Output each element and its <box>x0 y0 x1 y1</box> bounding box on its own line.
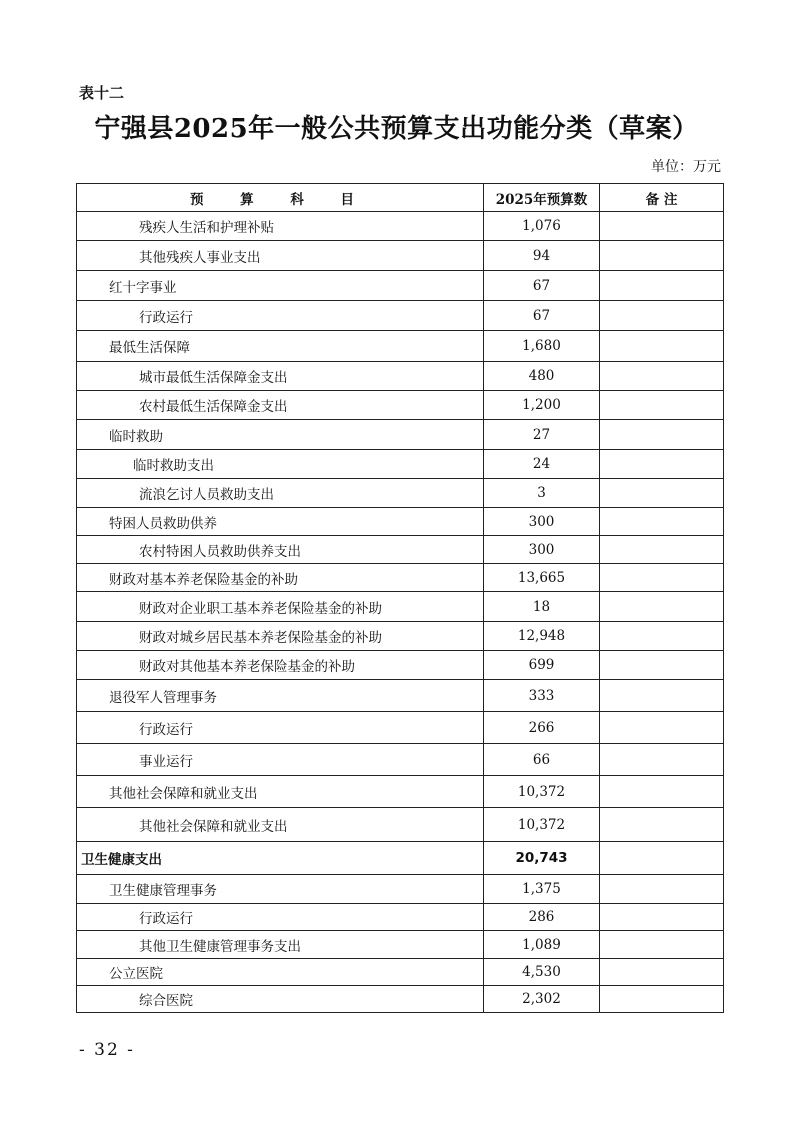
row-subject: 财政对城乡居民基本养老保险基金的补助 <box>77 622 484 651</box>
row-subject: 最低生活保障 <box>77 331 484 362</box>
table-row <box>77 808 724 842</box>
table-row <box>77 301 724 331</box>
column-header-note: 备 注 <box>600 184 724 212</box>
row-budget-value: 20,743 <box>484 842 600 875</box>
row-subject: 财政对企业职工基本养老保险基金的补助 <box>77 592 484 622</box>
row-subject: 临时救助支出 <box>77 450 484 479</box>
row-subject: 其他残疾人事业支出 <box>77 241 484 271</box>
row-subject: 临时救助 <box>77 420 484 450</box>
column-header-budget: 2025年预算数 <box>484 184 600 212</box>
row-budget-value: 4,530 <box>484 959 600 986</box>
row-subject: 特困人员救助供养 <box>77 508 484 536</box>
row-note <box>600 592 724 622</box>
row-note <box>600 212 724 241</box>
row-note <box>600 931 724 959</box>
row-budget-value: 2,302 <box>484 986 600 1013</box>
table-row <box>77 508 724 536</box>
row-note <box>600 808 724 842</box>
table-row <box>77 420 724 450</box>
row-subject: 综合医院 <box>77 986 484 1013</box>
row-budget-value: 1,375 <box>484 875 600 904</box>
row-budget-value: 13,665 <box>484 564 600 592</box>
row-note <box>600 680 724 712</box>
row-subject: 卫生健康支出 <box>77 842 484 875</box>
row-subject: 城市最低生活保障金支出 <box>77 362 484 391</box>
row-note <box>600 959 724 986</box>
row-subject: 其他社会保障和就业支出 <box>77 808 484 842</box>
table-header-row <box>77 184 724 212</box>
row-subject: 财政对基本养老保险基金的补助 <box>77 564 484 592</box>
row-budget-value: 12,948 <box>484 622 600 651</box>
page-number: - 32 - <box>79 1040 135 1060</box>
table-row <box>77 212 724 241</box>
row-budget-value: 699 <box>484 651 600 680</box>
row-note <box>600 362 724 391</box>
row-subject: 残疾人生活和护理补贴 <box>77 212 484 241</box>
row-note <box>600 842 724 875</box>
row-note <box>600 420 724 450</box>
row-subject: 其他社会保障和就业支出 <box>77 776 484 808</box>
table-row <box>77 986 724 1013</box>
table-row <box>77 622 724 651</box>
row-note <box>600 391 724 420</box>
row-subject: 其他卫生健康管理事务支出 <box>77 931 484 959</box>
row-budget-value: 266 <box>484 712 600 744</box>
table-row <box>77 904 724 931</box>
row-subject: 农村最低生活保障金支出 <box>77 391 484 420</box>
row-budget-value: 67 <box>484 271 600 301</box>
row-budget-value: 1,200 <box>484 391 600 420</box>
row-budget-value: 3 <box>484 479 600 508</box>
table-row <box>77 450 724 479</box>
row-note <box>600 651 724 680</box>
row-subject: 公立医院 <box>77 959 484 986</box>
row-budget-value: 24 <box>484 450 600 479</box>
row-budget-value: 333 <box>484 680 600 712</box>
row-note <box>600 301 724 331</box>
table-row <box>77 776 724 808</box>
table-row <box>77 564 724 592</box>
table-row <box>77 651 724 680</box>
table-row <box>77 680 724 712</box>
row-subject: 行政运行 <box>77 904 484 931</box>
row-note <box>600 744 724 776</box>
row-note <box>600 776 724 808</box>
table-number: 表十二 <box>79 84 125 102</box>
table-row <box>77 331 724 362</box>
row-subject: 流浪乞讨人员救助支出 <box>77 479 484 508</box>
table-row <box>77 875 724 904</box>
row-budget-value: 1,680 <box>484 331 600 362</box>
row-note <box>600 331 724 362</box>
table-row <box>77 362 724 391</box>
unit-label: 单位：万元 <box>651 159 721 175</box>
row-budget-value: 18 <box>484 592 600 622</box>
row-note <box>600 564 724 592</box>
row-note <box>600 622 724 651</box>
row-note <box>600 986 724 1013</box>
row-budget-value: 66 <box>484 744 600 776</box>
row-subject: 农村特困人员救助供养支出 <box>77 536 484 564</box>
row-note <box>600 712 724 744</box>
row-note <box>600 875 724 904</box>
table-body <box>77 212 724 1013</box>
row-subject: 事业运行 <box>77 744 484 776</box>
table-row <box>77 241 724 271</box>
table-row <box>77 592 724 622</box>
table-row <box>77 271 724 301</box>
row-note <box>600 904 724 931</box>
table-row <box>77 479 724 508</box>
row-subject: 退役军人管理事务 <box>77 680 484 712</box>
row-budget-value: 94 <box>484 241 600 271</box>
table-row <box>77 536 724 564</box>
row-note <box>600 450 724 479</box>
table-row <box>77 744 724 776</box>
row-budget-value: 300 <box>484 508 600 536</box>
budget-table <box>76 183 724 1013</box>
row-note <box>600 271 724 301</box>
row-budget-value: 10,372 <box>484 776 600 808</box>
row-budget-value: 27 <box>484 420 600 450</box>
row-subject: 卫生健康管理事务 <box>77 875 484 904</box>
row-note <box>600 479 724 508</box>
table-row <box>77 712 724 744</box>
row-subject: 财政对其他基本养老保险基金的补助 <box>77 651 484 680</box>
row-budget-value: 1,076 <box>484 212 600 241</box>
row-subject: 行政运行 <box>77 712 484 744</box>
row-budget-value: 286 <box>484 904 600 931</box>
row-budget-value: 1,089 <box>484 931 600 959</box>
table-row <box>77 391 724 420</box>
row-budget-value: 480 <box>484 362 600 391</box>
row-note <box>600 508 724 536</box>
row-note <box>600 241 724 271</box>
row-subject: 行政运行 <box>77 301 484 331</box>
table-row <box>77 959 724 986</box>
row-budget-value: 67 <box>484 301 600 331</box>
row-budget-value: 300 <box>484 536 600 564</box>
row-subject: 红十字事业 <box>77 271 484 301</box>
row-budget-value: 10,372 <box>484 808 600 842</box>
column-header-subject: 预 算 科 目 <box>77 184 484 212</box>
table-row <box>77 931 724 959</box>
page-title: 宁强县2025年一般公共预算支出功能分类（草案） <box>94 114 699 144</box>
row-note <box>600 536 724 564</box>
table-row <box>77 842 724 875</box>
